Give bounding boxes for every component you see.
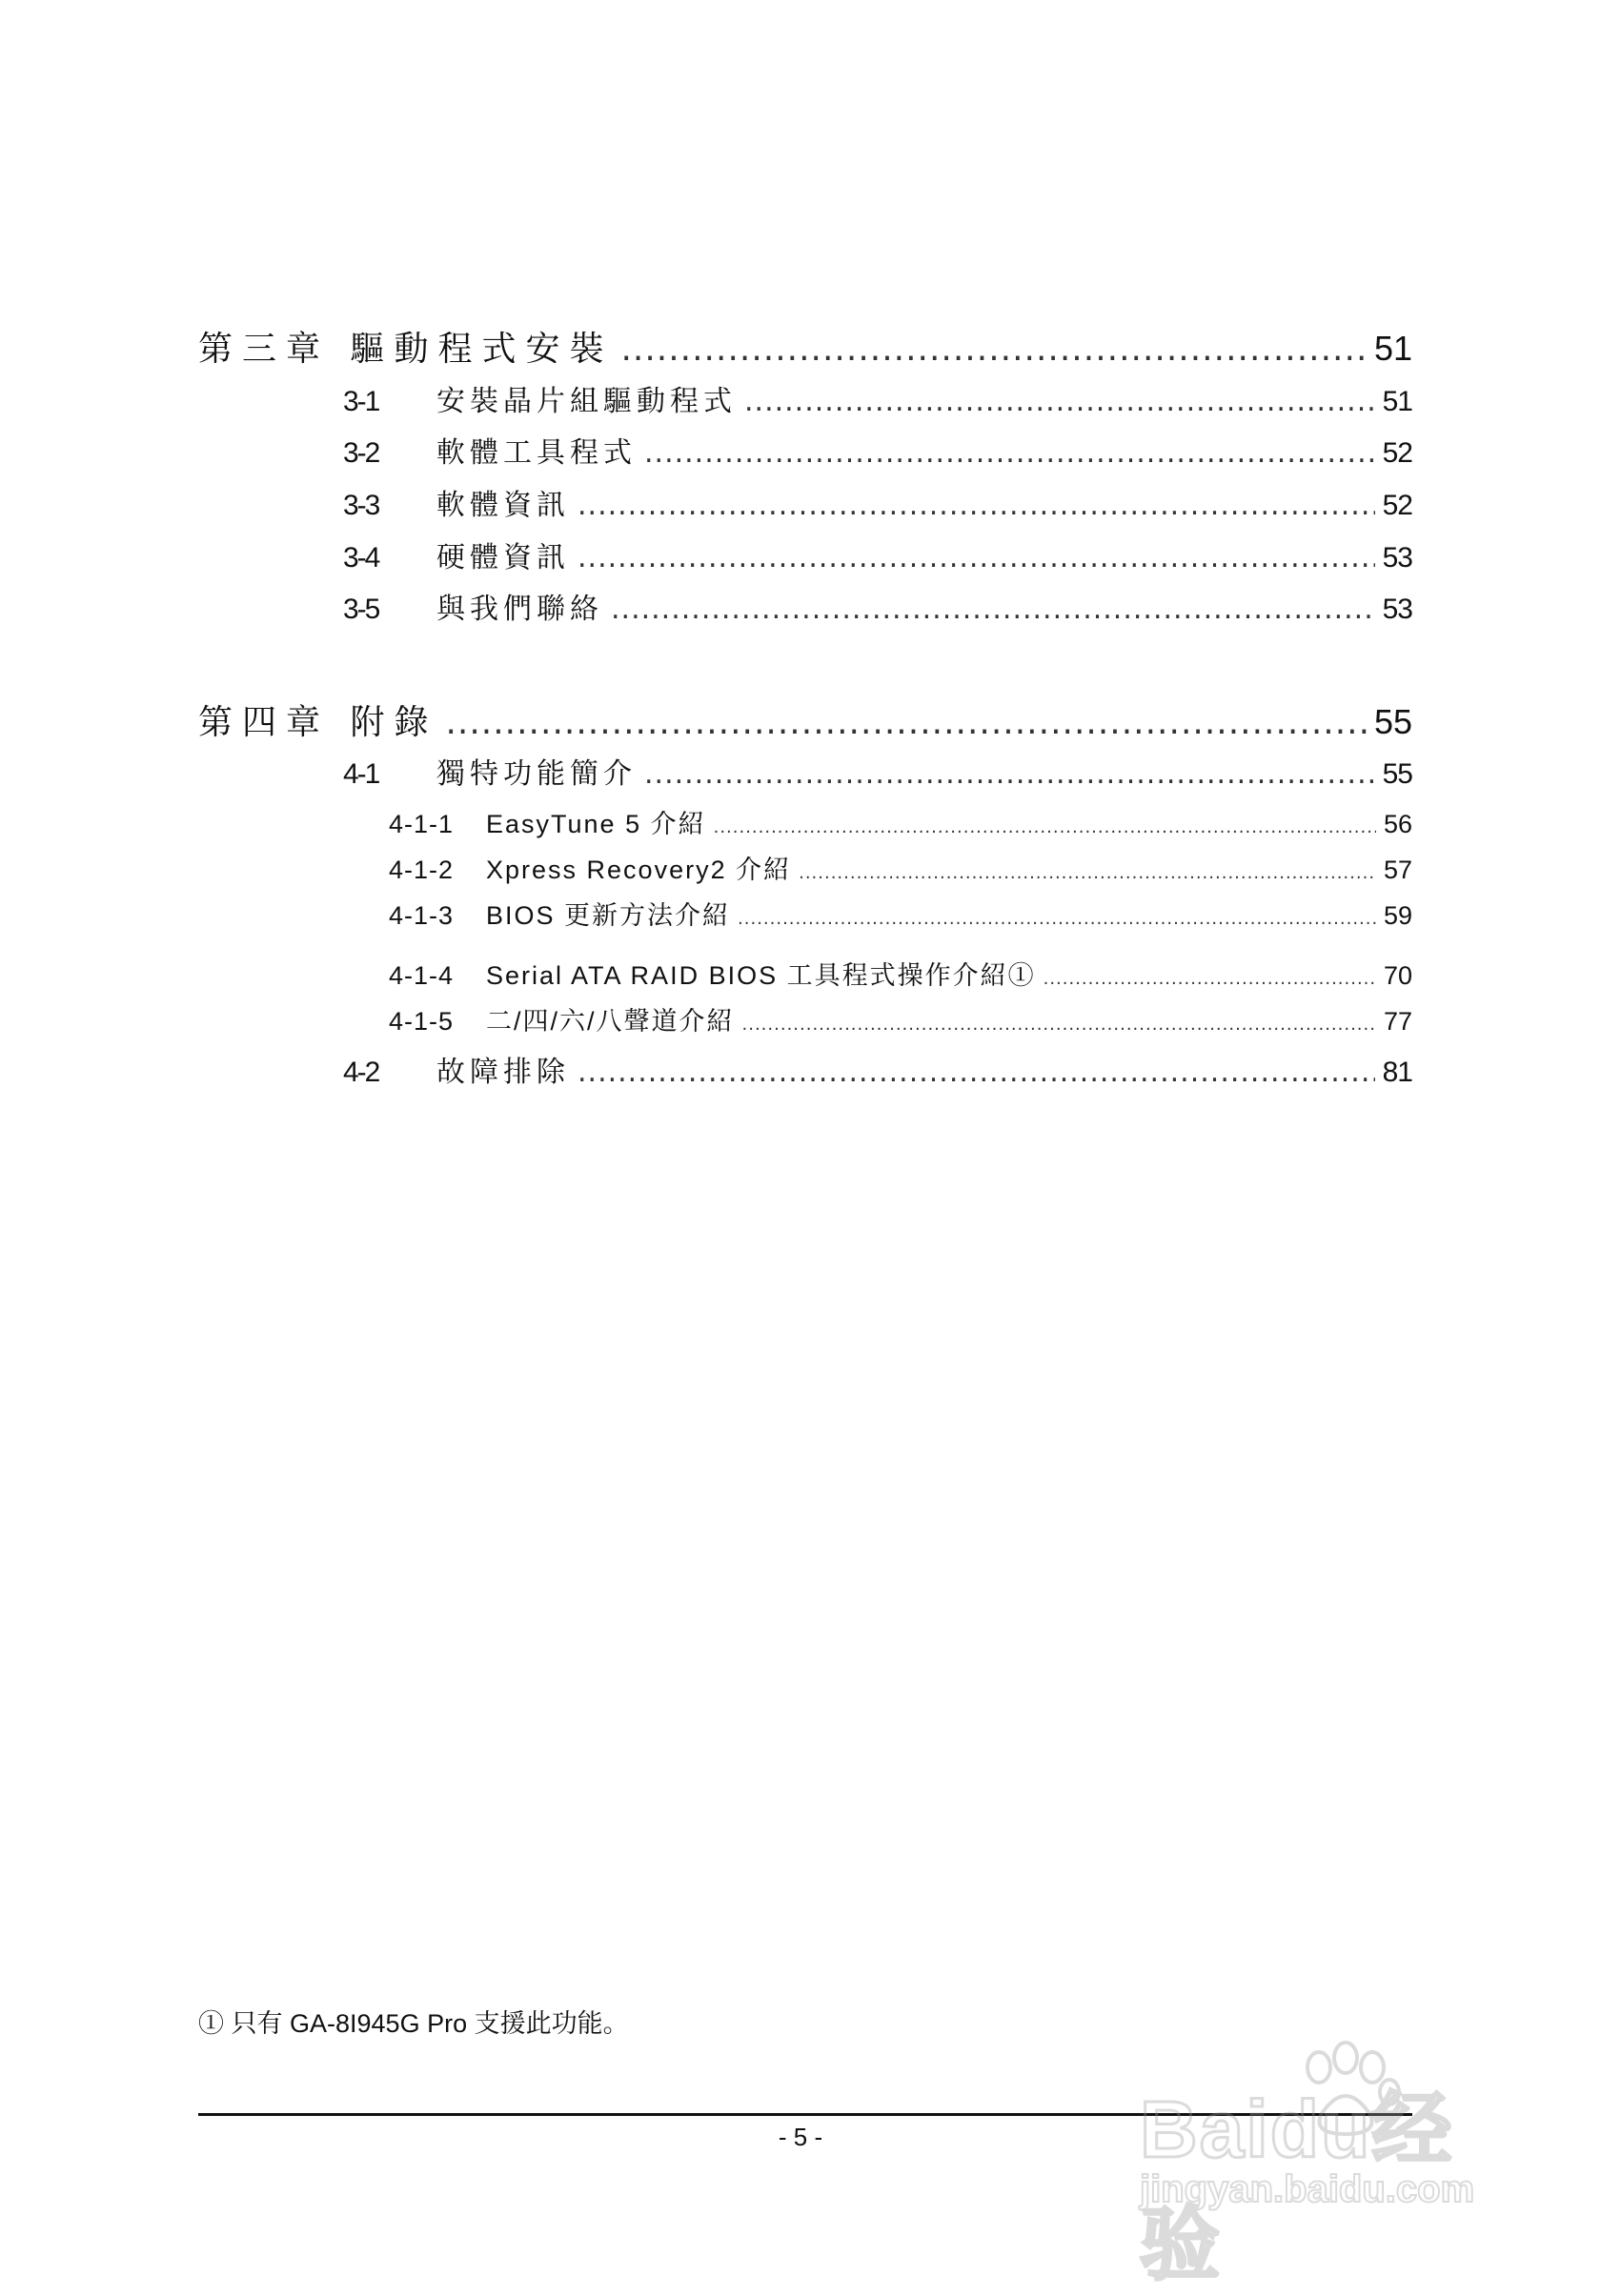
page-number: 77	[1383, 1007, 1412, 1036]
dot-leader	[742, 1015, 1376, 1035]
dot-leader	[1044, 969, 1376, 989]
toc-subsection-4-1-1[interactable]	[389, 803, 1412, 840]
toc-subsection-4-1-5[interactable]	[389, 1000, 1412, 1037]
subsection-title: EasyTune 5 介紹	[486, 810, 706, 838]
watermark-url: jingyan.baidu.com	[1140, 2168, 1475, 2210]
page-number: 70	[1383, 961, 1412, 990]
toc-section-4-2[interactable]	[343, 1048, 1412, 1090]
section-number: 4-2	[343, 1057, 379, 1088]
toc-section-4-1[interactable]	[343, 750, 1412, 792]
page-number: 53	[1382, 542, 1412, 574]
dot-leader	[445, 703, 1367, 742]
toc-section-3-4[interactable]	[343, 534, 1412, 575]
page-number: 52	[1382, 490, 1412, 521]
subsection-number: 4-1-1	[389, 810, 455, 838]
section-title: 故障排除	[436, 1056, 570, 1089]
dot-leader	[611, 593, 1375, 626]
subsection-number: 4-1-4	[389, 961, 455, 990]
subsection-title: Serial ATA RAID BIOS 工具程式操作介紹①	[486, 961, 1036, 990]
toc-chapter-3[interactable]	[198, 322, 1412, 371]
footnote: ① 只有 GA-8I945G Pro 支援此功能。	[198, 2009, 629, 2038]
section-title: 與我們聯絡	[436, 593, 603, 626]
page-number: 57	[1383, 856, 1412, 884]
toc-chapter-4[interactable]	[198, 695, 1412, 744]
section-number: 3-4	[343, 542, 379, 574]
subsection-title: 二/四/六/八聲道介紹	[486, 1007, 735, 1036]
page-number: 51	[1373, 329, 1412, 368]
dot-leader	[644, 757, 1375, 791]
section-number: 4-1	[343, 758, 379, 790]
section-number: 3-2	[343, 437, 379, 469]
section-title: 安裝晶片組驅動程式	[436, 385, 737, 418]
subsection-number: 4-1-5	[389, 1007, 455, 1036]
subsection-title: Xpress Recovery2 介紹	[486, 856, 792, 884]
page-number: 59	[1383, 901, 1412, 930]
toc-subsection-4-1-2[interactable]	[389, 849, 1412, 886]
dot-leader	[578, 489, 1375, 522]
dot-leader	[620, 330, 1367, 369]
chapter-title: 第三章 驅動程式安裝	[198, 330, 614, 369]
section-title: 軟體工具程式	[436, 436, 637, 470]
toc-subsection-4-1-3[interactable]	[389, 895, 1412, 932]
page-number: 51	[1382, 386, 1412, 417]
dot-leader	[578, 541, 1375, 574]
section-title: 軟體資訊	[436, 489, 570, 522]
toc-section-3-5[interactable]	[343, 585, 1412, 627]
dot-leader	[738, 909, 1376, 929]
page-number: 55	[1382, 758, 1412, 790]
section-number: 3-3	[343, 490, 379, 521]
subsection-number: 4-1-3	[389, 901, 455, 930]
dot-leader	[578, 1056, 1375, 1089]
toc-section-3-2[interactable]	[343, 429, 1412, 471]
chapter-title: 第四章 附錄	[198, 703, 438, 742]
section-number: 3-1	[343, 386, 379, 417]
dot-leader	[644, 436, 1375, 470]
page-number: 55	[1373, 702, 1412, 741]
page-number: 81	[1382, 1057, 1412, 1088]
toc-section-3-1[interactable]	[343, 377, 1412, 419]
section-title: 獨特功能簡介	[436, 757, 637, 791]
page-number: 56	[1383, 810, 1412, 838]
subsection-title: BIOS 更新方法介紹	[486, 901, 731, 930]
page-footer-number: - 5 -	[778, 2123, 823, 2151]
section-title: 硬體資訊	[436, 541, 570, 574]
dot-leader	[799, 863, 1376, 883]
dot-leader	[744, 385, 1375, 418]
page-number: 52	[1382, 437, 1412, 469]
subsection-number: 4-1-2	[389, 856, 455, 884]
watermark-logo: Baidu经验	[1140, 2085, 1454, 2289]
section-number: 3-5	[343, 594, 379, 625]
baidu-watermark	[1140, 2065, 1502, 2289]
toc-subsection-4-1-4[interactable]	[389, 955, 1412, 992]
page-number: 53	[1382, 594, 1412, 625]
dot-leader	[714, 817, 1376, 837]
toc-section-3-3[interactable]	[343, 481, 1412, 523]
